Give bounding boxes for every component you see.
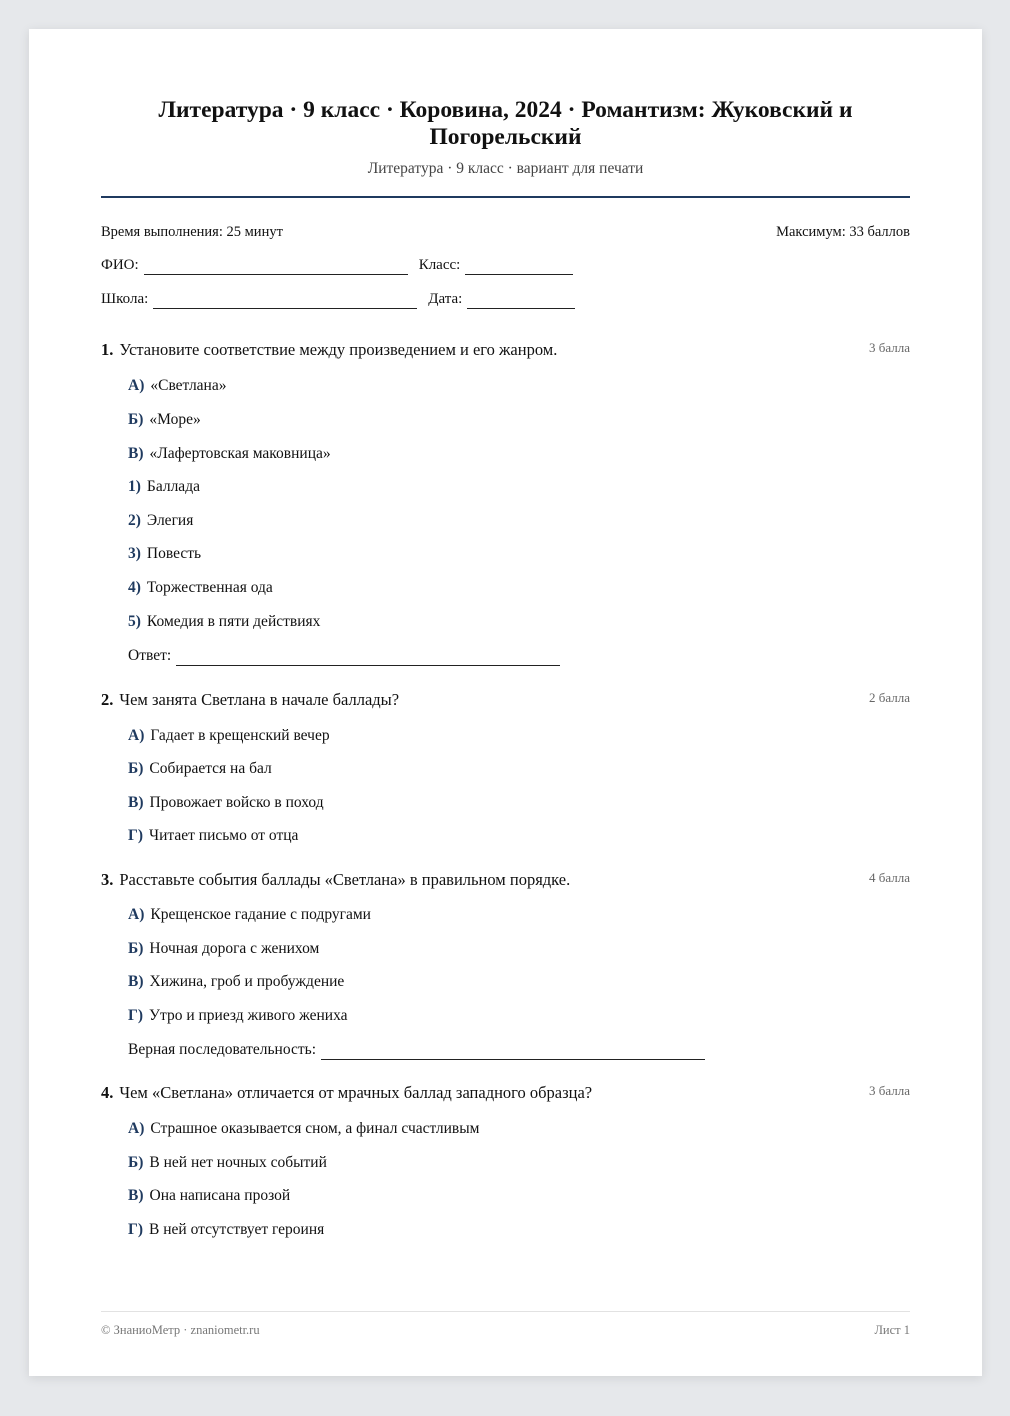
option	[128, 544, 910, 564]
sequence-answer-field[interactable]	[321, 1045, 705, 1060]
option	[128, 1186, 910, 1206]
option-key: Б)	[128, 760, 144, 777]
option	[128, 612, 910, 632]
option-key: А)	[128, 906, 145, 923]
option-text: Повесть	[146, 545, 202, 562]
option-key: Б)	[128, 940, 144, 957]
option	[128, 410, 910, 430]
option-text: Ночная дорога с женихом	[149, 940, 320, 957]
school-label: Школа:	[101, 291, 149, 307]
field-row-fio-class	[101, 256, 910, 275]
option-text: Баллада	[146, 478, 200, 495]
page-footer	[101, 1323, 910, 1338]
option-key: Б)	[128, 1154, 144, 1171]
question-header	[101, 869, 910, 891]
option	[128, 972, 910, 992]
question-header	[101, 339, 910, 361]
question-text	[101, 689, 399, 711]
date-field[interactable]	[467, 294, 575, 309]
option-key: Г)	[128, 827, 144, 844]
option	[128, 1006, 910, 1026]
option	[128, 826, 910, 846]
option-text: Она написана прозой	[149, 1187, 291, 1204]
worksheet-page	[29, 29, 982, 1376]
question-prompt: Чем занята Светлана в начале баллады?	[119, 690, 400, 709]
option	[128, 905, 910, 925]
question-1	[101, 339, 910, 666]
option-text: Гадает в крещенский вечер	[150, 727, 330, 744]
answer-label: Верная последовательность:	[128, 1041, 317, 1058]
option-text: Крещенское гадание с подругами	[150, 906, 371, 923]
question-points: 2 балла	[869, 690, 910, 705]
answer-row	[128, 646, 910, 666]
answer-label: Ответ:	[128, 647, 172, 664]
school-field[interactable]	[153, 294, 417, 309]
option	[128, 1220, 910, 1240]
question-number: 4.	[101, 1083, 114, 1102]
option	[128, 726, 910, 746]
option-key: В)	[128, 794, 144, 811]
option	[128, 939, 910, 959]
option-text: Торжественная ода	[146, 579, 273, 596]
option-text: Комедия в пяти действиях	[146, 613, 321, 630]
question-prompt: Чем «Светлана» отличается от мрачных баллад западного образца?	[119, 1083, 593, 1102]
class-field[interactable]	[465, 260, 573, 275]
option	[128, 1119, 910, 1139]
max-score: Максимум: 33 баллов	[776, 224, 910, 240]
question-prompt: Установите соответствие между произведением и его жанром.	[119, 340, 558, 359]
meta-row	[101, 223, 910, 241]
fio-field[interactable]	[144, 260, 408, 275]
option-text: В ней нет ночных событий	[149, 1154, 327, 1171]
option-text: Хижина, гроб и пробуждение	[149, 973, 345, 990]
time-limit: Время выполнения: 25 минут	[101, 224, 283, 240]
question-text	[101, 869, 570, 891]
question-points: 4 балла	[869, 870, 910, 885]
option-text: Элегия	[146, 512, 194, 529]
question-text	[101, 1082, 592, 1104]
question-prompt: Расставьте события баллады «Светлана» в правильном порядке.	[119, 870, 571, 889]
option	[128, 578, 910, 598]
field-row-school-date	[101, 290, 910, 309]
option-key: 4)	[128, 579, 141, 596]
page-subtitle: Литература · 9 класс · вариант для печати	[367, 160, 644, 177]
question-text	[101, 339, 557, 361]
option	[128, 759, 910, 779]
option-text: Читает письмо от отца	[149, 827, 299, 844]
question-header	[101, 689, 910, 711]
page-title: Литература · 9 класс · Коровина, 2024 · Романтизм: Жуковский и Погорельский	[158, 97, 853, 150]
option-text: «Светлана»	[150, 377, 227, 394]
page-content	[101, 29, 910, 1376]
option-text: В ней отсутствует героиня	[149, 1221, 325, 1238]
option-text: Собирается на бал	[149, 760, 272, 777]
option-text: «Лафертовская маковница»	[149, 445, 331, 462]
option-text: Провожает войско в поход	[149, 794, 324, 811]
question-header	[101, 1082, 910, 1104]
option	[128, 477, 910, 497]
option-key: В)	[128, 973, 144, 990]
option-key: 1)	[128, 478, 141, 495]
option-text: Утро и приезд живого жениха	[149, 1007, 348, 1024]
question-3	[101, 869, 910, 1060]
question-2	[101, 689, 910, 846]
option-key: А)	[128, 377, 145, 394]
question-points: 3 балла	[869, 340, 910, 355]
date-label: Дата:	[428, 291, 463, 307]
option-key: 5)	[128, 613, 141, 630]
question-4	[101, 1082, 910, 1240]
option-key: Г)	[128, 1221, 144, 1238]
option	[128, 444, 910, 464]
header-divider	[101, 196, 910, 198]
answer-row	[128, 1040, 910, 1060]
option-key: Б)	[128, 411, 144, 428]
question-number: 3.	[101, 870, 114, 889]
option-key: А)	[128, 727, 145, 744]
option	[128, 1153, 910, 1173]
class-label: Класс:	[418, 257, 461, 273]
option-text: Страшное оказывается сном, а финал счастливым	[150, 1120, 480, 1137]
option-key: В)	[128, 445, 144, 462]
option-key: Г)	[128, 1007, 144, 1024]
question-number: 1.	[101, 340, 114, 359]
option	[128, 793, 910, 813]
option-key: А)	[128, 1120, 145, 1137]
fio-label: ФИО:	[101, 257, 139, 273]
footer-copyright: © ЗнаниоМетр · znaniometr.ru	[101, 1323, 260, 1337]
question-number: 2.	[101, 690, 114, 709]
footer-divider	[101, 1311, 910, 1312]
option-key: 3)	[128, 545, 141, 562]
option-key: В)	[128, 1187, 144, 1204]
question-points: 3 балла	[869, 1083, 910, 1098]
option	[128, 376, 910, 396]
option-text: «Море»	[149, 411, 201, 428]
page-number: Лист 1	[874, 1323, 910, 1337]
option-key: 2)	[128, 512, 141, 529]
option	[128, 511, 910, 531]
answer-field[interactable]	[176, 651, 560, 666]
